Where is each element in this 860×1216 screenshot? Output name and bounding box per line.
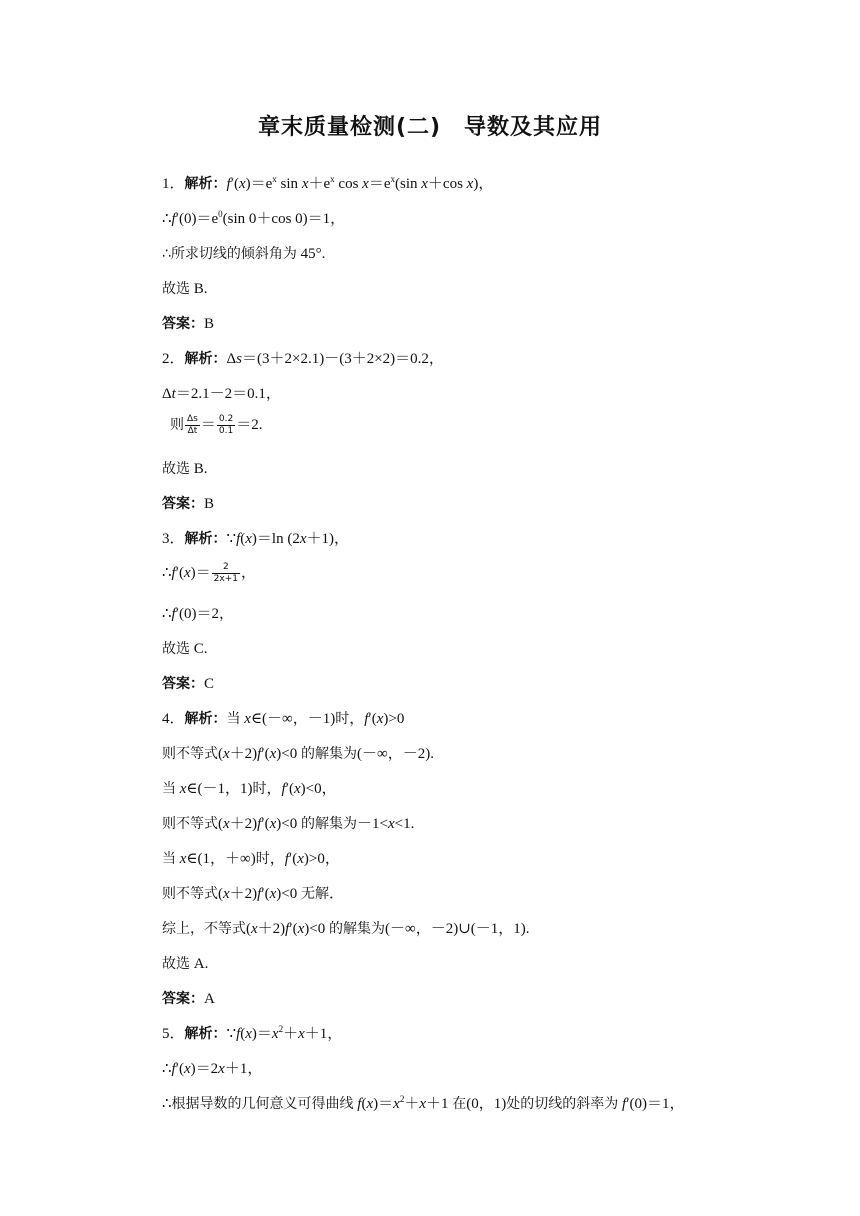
q4-line-4: 则不等式(x＋2)f′(x)<0 的解集为－1<x<1.: [162, 816, 415, 832]
q4-answer: 答案：A: [162, 991, 215, 1007]
q1-line-2: $\therefore f'(0)=e^0(\sin$ 0＋cos 0)＝1，: [162, 209, 346, 227]
q1-line-1: 1．解析：$f'(x)=e^x$ $\sin x+e^x$ $\cos x=e^x(\sin$ x＋cos x)，: [162, 174, 494, 192]
q5-line-2: ∴f′(x)＝2x＋1，: [162, 1061, 263, 1077]
q4-line-5: 当 x∈(1，＋∞)时，f′(x)>0，: [162, 851, 340, 867]
q2-fraction-values: $\frac{0.2}{0.1}$: [218, 414, 234, 436]
q4-line-3: 当 x∈(－1，1)时，f′(x)<0，: [162, 781, 337, 797]
q3-line-1: 3．解析：∵f(x)＝ln (2x＋1)，: [162, 531, 349, 547]
q5-line-1: 5．解析：$\because f(x)=x^2+x+1$，: [162, 1024, 343, 1042]
q3-choice: 故选 C.: [162, 641, 208, 657]
page-title: 章末质量检测(二) 导数及其应用: [257, 115, 603, 140]
q3-line-2: ∴f′(x)＝ $\frac{2}{2x+1}$ ，: [162, 562, 257, 584]
q2-choice: 故选 B.: [162, 461, 208, 477]
q5-line-3: ∴根据导数的几何意义可得曲线 $f(x)=x^2+x+1$ 在(0，1)处的切线的斜率为 f′(0)＝1，: [162, 1094, 685, 1112]
q1-line-3: ∴所求切线的倾斜角为 45°.: [162, 246, 326, 262]
q3-line-3: ∴f′(0)＝2，: [162, 606, 234, 622]
q4-choice: 故选 A.: [162, 956, 209, 972]
q3-fraction: $\frac{2}{2x+1}$: [213, 562, 238, 584]
q3-answer: 答案：C: [162, 676, 215, 692]
q2-line-2: Δt＝2.1－2＝0.1，: [162, 386, 281, 402]
q2-line-3: 则 $\frac{\Delta s}{\Delta t}$ ＝ $\frac{0.2}{0.1}$ ＝2.: [170, 414, 263, 436]
q2-line-1: 2．解析：Δs＝(3＋2×2.1)－(3＋2×2)＝0.2，: [162, 351, 444, 367]
q4-line-2: 则不等式(x＋2)f′(x)<0 的解集为(－∞，－2).: [162, 746, 434, 762]
q4-line-7: 综上，不等式(x＋2)f′(x)<0 的解集为(－∞，－2)∪(－1，1).: [162, 921, 530, 937]
q2-fraction-ds-dt: $\frac{\Delta s}{\Delta t}$: [187, 414, 198, 436]
q4-line-6: 则不等式(x＋2)f′(x)<0 无解．: [162, 886, 345, 902]
q4-line-1: 4．解析：当 x∈(－∞，－1)时，f′(x)>0: [162, 711, 405, 727]
q2-answer: 答案：B: [162, 496, 215, 512]
q1-answer: 答案：B: [162, 316, 215, 332]
q1-choice: 故选 B.: [162, 281, 208, 297]
